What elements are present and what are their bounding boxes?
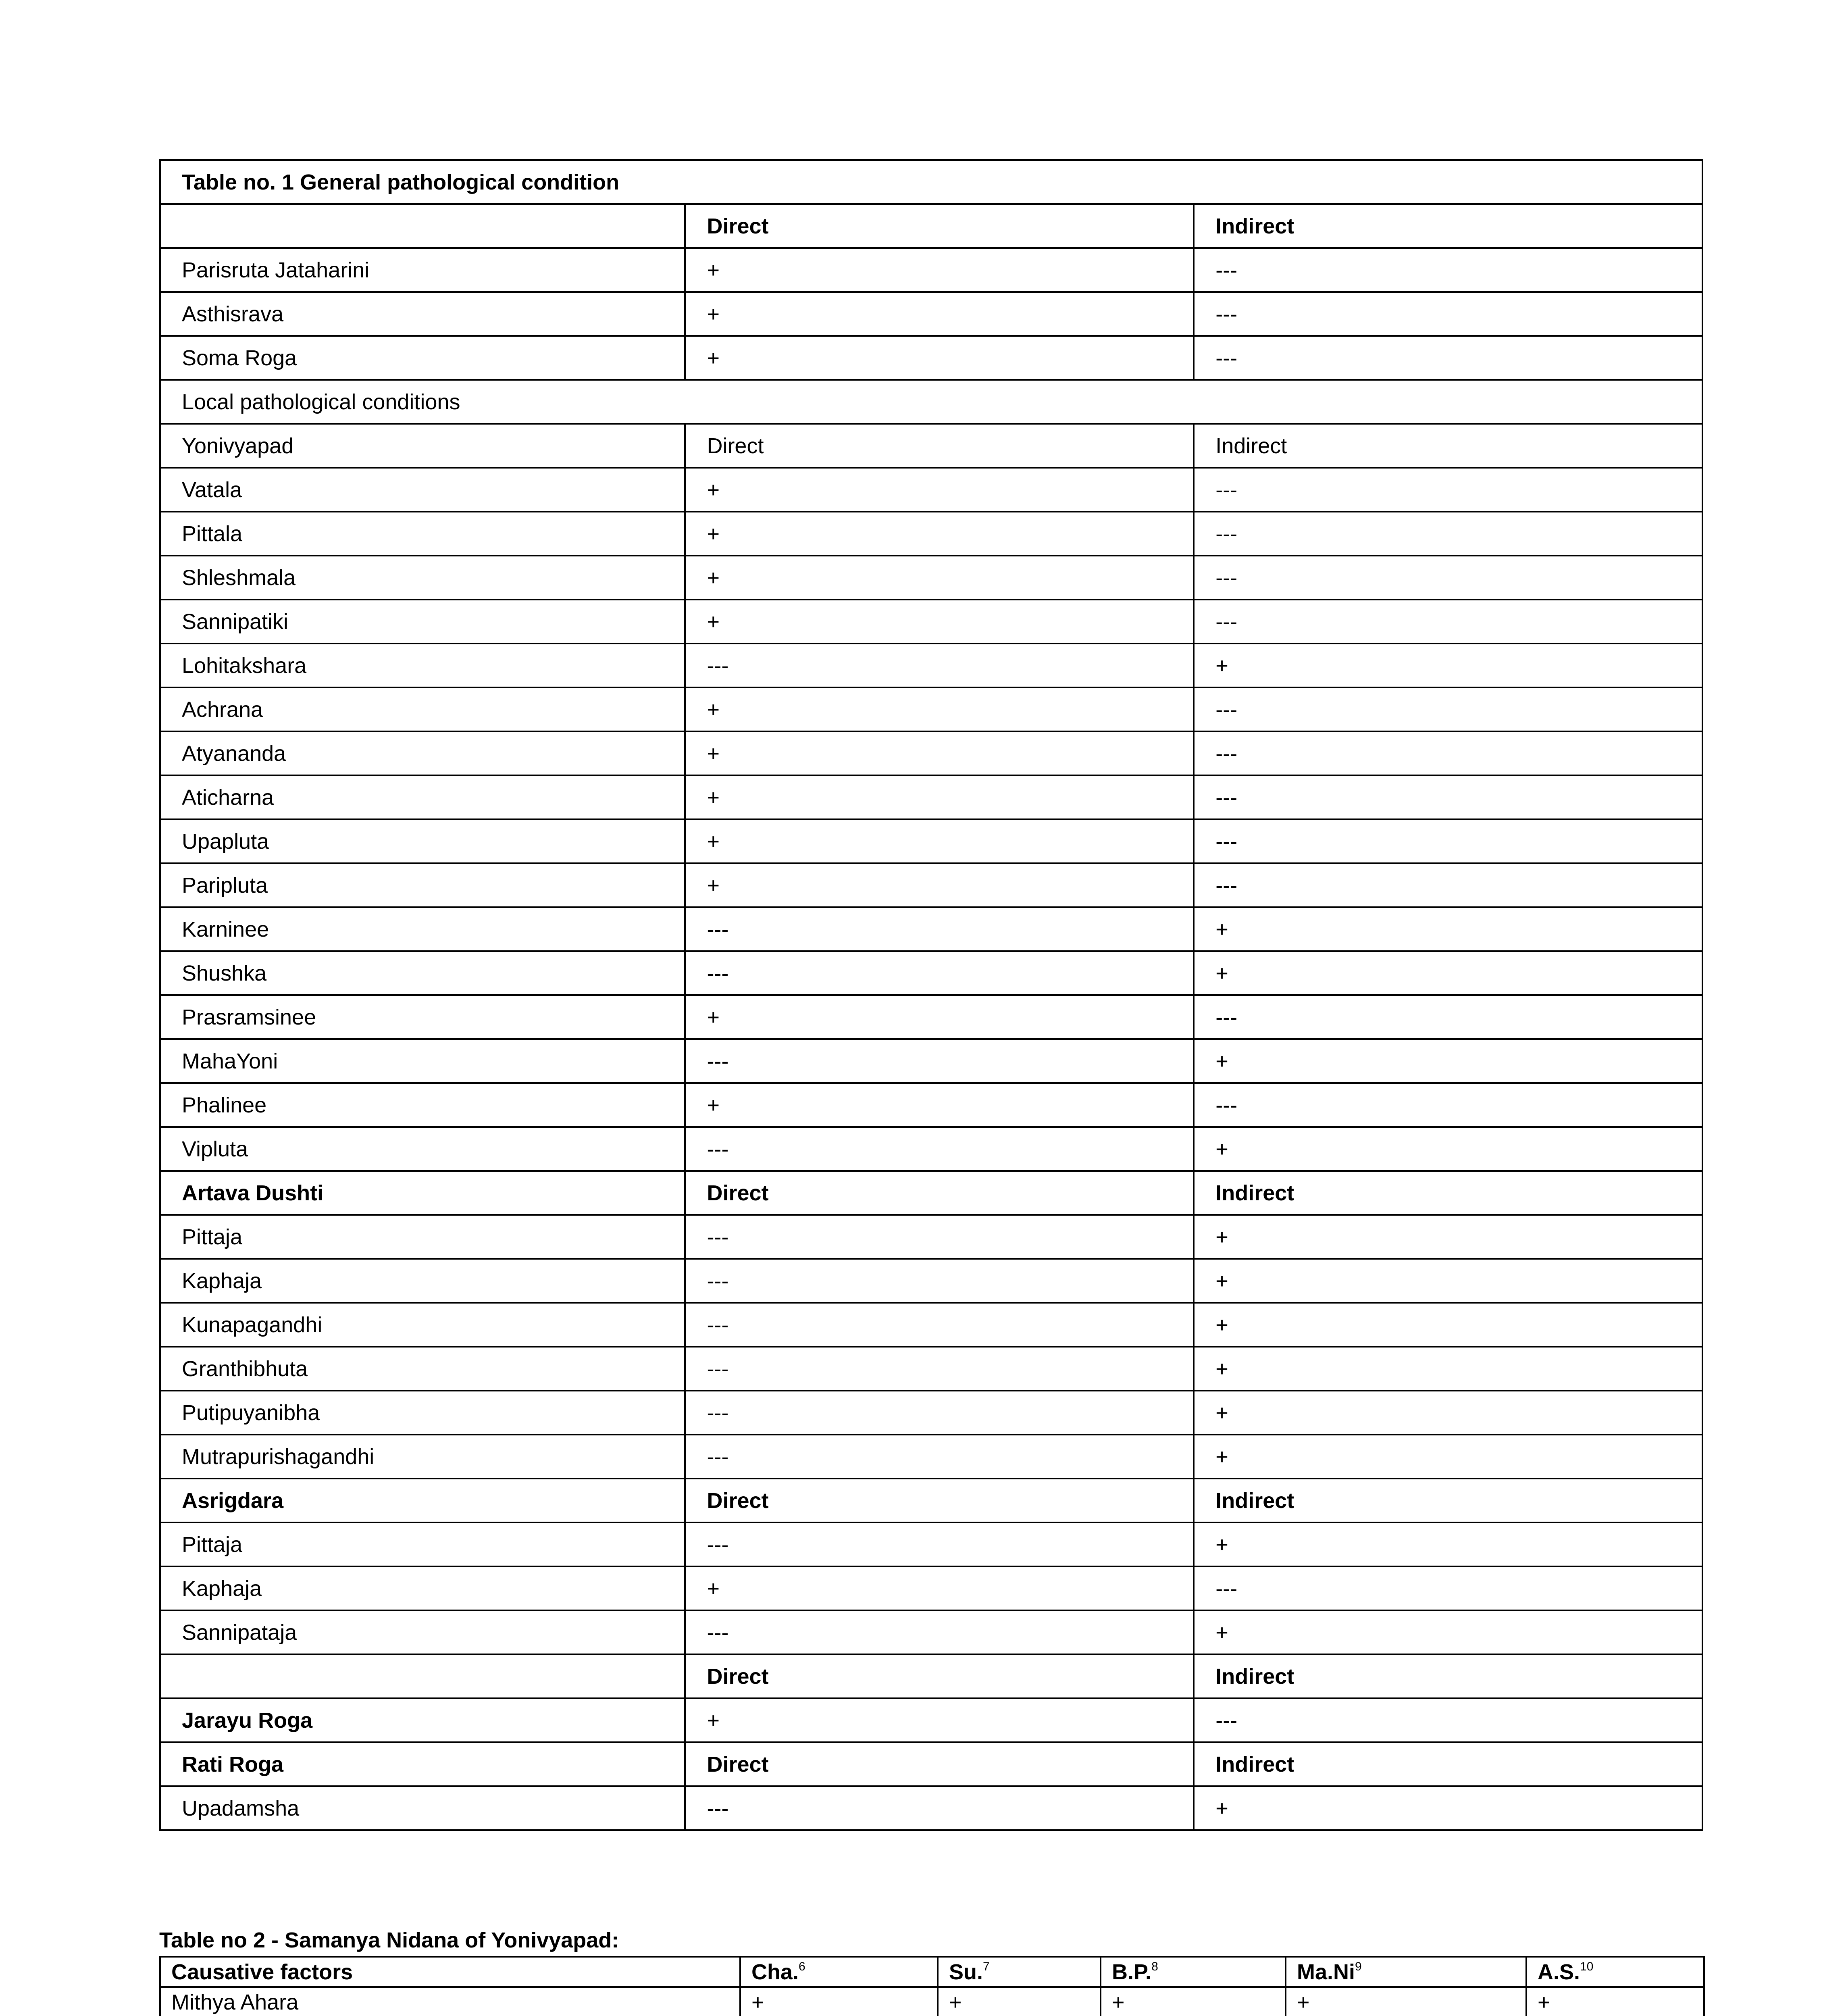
row-value: + — [1286, 1987, 1526, 2016]
row-label: Mithya Ahara — [160, 1987, 740, 2016]
row-label — [160, 204, 685, 248]
row-value: + — [1194, 1303, 1702, 1347]
row-value: + — [685, 687, 1194, 731]
row-label: Granthibhuta — [160, 1347, 685, 1391]
row-label: Soma Roga — [160, 336, 685, 380]
row-value: --- — [1194, 468, 1702, 512]
row-value: --- — [1194, 336, 1702, 380]
table-row — [160, 1987, 1704, 2016]
table-row — [160, 1039, 1702, 1083]
row-value: --- — [685, 907, 1194, 951]
header-label: Su. — [949, 1960, 983, 1984]
row-value: + — [685, 248, 1194, 292]
table-row — [160, 687, 1702, 731]
header-label: Cha. — [751, 1960, 799, 1984]
row-label: Upapluta — [160, 819, 685, 863]
row-value: --- — [685, 1435, 1194, 1479]
table-row — [160, 1259, 1702, 1303]
row-value: --- — [685, 1391, 1194, 1435]
row-value: + — [685, 863, 1194, 907]
row-value: --- — [685, 1522, 1194, 1566]
row-label: Prasramsinee — [160, 995, 685, 1039]
asrigdara-header-row — [160, 1479, 1702, 1522]
row-label: Lohitakshara — [160, 644, 685, 687]
row-value: + — [685, 1698, 1194, 1742]
row-label: Artava Dushti — [160, 1171, 685, 1215]
table-row — [160, 1391, 1702, 1435]
row-value: + — [685, 731, 1194, 775]
row-label: Putipuyanibha — [160, 1391, 685, 1435]
row-value: + — [740, 1987, 938, 2016]
row-value: --- — [685, 1215, 1194, 1259]
table-row — [160, 336, 1702, 380]
row-value: + — [1194, 1259, 1702, 1303]
header-label: Ma.Ni — [1297, 1960, 1355, 1984]
row-label: Atyananda — [160, 731, 685, 775]
row-label: Phalinee — [160, 1083, 685, 1127]
row-value: + — [685, 468, 1194, 512]
row-label: Asthisrava — [160, 292, 685, 336]
yonivyapad-header-row — [160, 424, 1702, 468]
row-value: Indirect — [1194, 204, 1702, 248]
table2-title: Table no 2 - Samanya Nidana of Yonivyapad: — [159, 1928, 619, 1952]
table-row — [160, 644, 1702, 687]
row-value: --- — [1194, 775, 1702, 819]
table2-header-cell — [160, 1957, 740, 1987]
table-row — [160, 995, 1702, 1039]
row-value: + — [685, 556, 1194, 600]
row-label: Pittaja — [160, 1215, 685, 1259]
row-value: + — [1194, 907, 1702, 951]
table2-header-cell — [1526, 1957, 1704, 1987]
row-value: --- — [1194, 731, 1702, 775]
row-value: + — [1101, 1987, 1286, 2016]
row-value: Indirect — [1194, 424, 1702, 468]
local-conditions-row — [160, 380, 1702, 424]
row-value: + — [1194, 1391, 1702, 1435]
table2-header-cell — [740, 1957, 938, 1987]
table2-header-cell — [1286, 1957, 1526, 1987]
table-row — [160, 1303, 1702, 1347]
table-row — [160, 863, 1702, 907]
row-label: Kaphaja — [160, 1566, 685, 1610]
table-row — [160, 1083, 1702, 1127]
row-value: --- — [685, 1610, 1194, 1654]
row-value: + — [1526, 1987, 1704, 2016]
row-label: Pittaja — [160, 1522, 685, 1566]
row-value: Indirect — [1194, 1171, 1702, 1215]
row-label: Pittala — [160, 512, 685, 556]
row-value: Direct — [685, 1479, 1194, 1522]
row-value: --- — [685, 1259, 1194, 1303]
table-row — [160, 819, 1702, 863]
table-row — [160, 600, 1702, 644]
row-value: + — [1194, 1786, 1702, 1830]
table-row — [160, 512, 1702, 556]
table-samanya-nidana — [159, 1956, 1705, 2016]
row-value: --- — [1194, 819, 1702, 863]
row-label: Jarayu Roga — [160, 1698, 685, 1742]
row-label: Mutrapurishagandhi — [160, 1435, 685, 1479]
row-value: + — [938, 1987, 1101, 2016]
row-value: --- — [1194, 512, 1702, 556]
row-value: Direct — [685, 1742, 1194, 1786]
row-value: + — [685, 600, 1194, 644]
row-label: Yonivyapad — [160, 424, 685, 468]
reference-superscript: 6 — [799, 1960, 805, 1973]
row-label: Sannipatiki — [160, 600, 685, 644]
row-label: Kunapagandhi — [160, 1303, 685, 1347]
row-value: + — [685, 995, 1194, 1039]
row-label: Sannipataja — [160, 1610, 685, 1654]
rati-header-row — [160, 1742, 1702, 1786]
header-label: Causative factors — [171, 1960, 353, 1984]
row-value: Direct — [685, 424, 1194, 468]
reference-superscript: 9 — [1355, 1960, 1362, 1973]
table-row — [160, 1215, 1702, 1259]
row-value: Indirect — [1194, 1742, 1702, 1786]
row-value: + — [1194, 644, 1702, 687]
table-row — [160, 248, 1702, 292]
table-row — [160, 907, 1702, 951]
table-row — [160, 1347, 1702, 1391]
row-value: + — [685, 292, 1194, 336]
row-value: --- — [685, 951, 1194, 995]
row-label: MahaYoni — [160, 1039, 685, 1083]
table-general-pathological-condition — [159, 159, 1703, 1831]
row-value: --- — [1194, 863, 1702, 907]
row-value: + — [1194, 951, 1702, 995]
row-label: Vatala — [160, 468, 685, 512]
table1-title-row — [160, 160, 1702, 204]
row-value: + — [1194, 1435, 1702, 1479]
table-row — [160, 1566, 1702, 1610]
table1-title: Table no. 1 General pathological condition — [160, 160, 1702, 204]
header-label: B.P. — [1112, 1960, 1152, 1984]
row-value: Direct — [685, 1654, 1194, 1698]
row-label: Asrigdara — [160, 1479, 685, 1522]
row-value: --- — [685, 644, 1194, 687]
row-value: --- — [1194, 248, 1702, 292]
row-value: + — [1194, 1347, 1702, 1391]
table2-header-cell — [938, 1957, 1101, 1987]
row-value: --- — [685, 1039, 1194, 1083]
table-row — [160, 1610, 1702, 1654]
row-label — [160, 1654, 685, 1698]
table2-header-cell — [1101, 1957, 1286, 1987]
reference-superscript: 7 — [983, 1960, 990, 1973]
table-row — [160, 468, 1702, 512]
table2-header-row — [160, 1957, 1704, 1987]
row-value: + — [1194, 1127, 1702, 1171]
row-label: Shleshmala — [160, 556, 685, 600]
table-row — [160, 731, 1702, 775]
row-label: Karninee — [160, 907, 685, 951]
row-value: --- — [1194, 1083, 1702, 1127]
row-value: --- — [1194, 292, 1702, 336]
row-value: --- — [685, 1303, 1194, 1347]
table-row — [160, 775, 1702, 819]
jarayu-header-row — [160, 1654, 1702, 1698]
row-value: --- — [685, 1127, 1194, 1171]
row-value: Indirect — [1194, 1479, 1702, 1522]
row-label: Vipluta — [160, 1127, 685, 1171]
row-value: --- — [1194, 556, 1702, 600]
row-value: Direct — [685, 1171, 1194, 1215]
artava-header-row — [160, 1171, 1702, 1215]
jarayu-row — [160, 1698, 1702, 1742]
table-row — [160, 1435, 1702, 1479]
row-value: Direct — [685, 204, 1194, 248]
row-label: Parisruta Jataharini — [160, 248, 685, 292]
row-value: + — [685, 1083, 1194, 1127]
row-value: + — [1194, 1039, 1702, 1083]
row-value: --- — [1194, 1698, 1702, 1742]
row-value: --- — [1194, 995, 1702, 1039]
table-row — [160, 951, 1702, 995]
row-value: --- — [1194, 1566, 1702, 1610]
row-value: --- — [1194, 600, 1702, 644]
row-value: + — [1194, 1522, 1702, 1566]
table-row — [160, 1522, 1702, 1566]
row-value: --- — [685, 1347, 1194, 1391]
table1-header-row — [160, 204, 1702, 248]
row-value: + — [685, 775, 1194, 819]
table-row — [160, 1127, 1702, 1171]
row-label: Upadamsha — [160, 1786, 685, 1830]
row-value: + — [685, 819, 1194, 863]
row-value: + — [685, 512, 1194, 556]
row-value: + — [685, 336, 1194, 380]
row-value: Indirect — [1194, 1654, 1702, 1698]
row-label: Achrana — [160, 687, 685, 731]
reference-superscript: 10 — [1580, 1960, 1594, 1973]
row-label: Paripluta — [160, 863, 685, 907]
row-value: --- — [685, 1786, 1194, 1830]
table-row — [160, 556, 1702, 600]
row-label: Aticharna — [160, 775, 685, 819]
table-row — [160, 1786, 1702, 1830]
header-label: A.S. — [1538, 1960, 1580, 1984]
row-value: + — [685, 1566, 1194, 1610]
reference-superscript: 8 — [1151, 1960, 1158, 1973]
row-label: Rati Roga — [160, 1742, 685, 1786]
row-value: --- — [1194, 687, 1702, 731]
row-label: Kaphaja — [160, 1259, 685, 1303]
table-row — [160, 292, 1702, 336]
row-value: + — [1194, 1215, 1702, 1259]
local-conditions-label: Local pathological conditions — [160, 380, 1702, 424]
row-value: + — [1194, 1610, 1702, 1654]
row-label: Shushka — [160, 951, 685, 995]
